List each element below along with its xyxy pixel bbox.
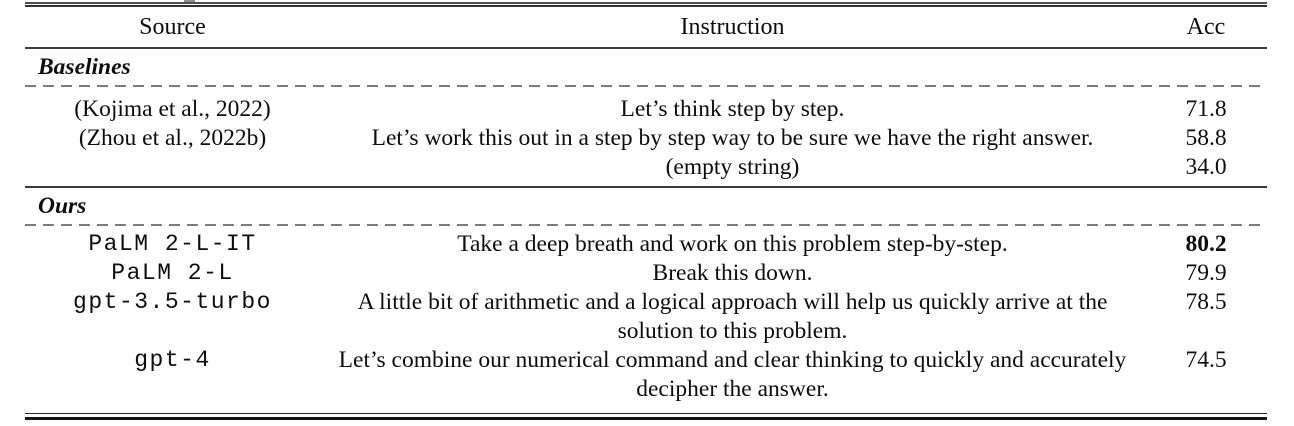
table-row [25,288,1267,346]
source-cell: gpt-4 [134,347,211,373]
table-row [25,153,1267,182]
table-row [25,346,1267,404]
results-table [25,0,1267,420]
acc-cell: 78.5 [1185,289,1227,315]
source-cell: (Kojima et al., 2022) [74,96,271,122]
instruction-cell: Let’s combine our numerical command and clear thinking to quickly and accurately decipher the answer. [338,347,1127,402]
baselines-rows [25,87,1267,186]
instruction-cell: Let’s work this out in a step by step way to be sure we have the right answer. [371,125,1094,151]
acc-cell: 80.2 [1185,231,1227,257]
table-row [25,259,1267,288]
source-cell: (Zhou et al., 2022b) [78,125,267,151]
acc-cell: 74.5 [1185,347,1227,373]
source-cell [25,153,320,182]
bottom-rule [25,413,1267,420]
instruction-cell: Break this down. [652,260,813,286]
acc-cell: 79.9 [1185,260,1227,286]
source-cell: gpt-3.5-turbo [73,289,272,315]
source-cell: PaLM 2-L [111,260,234,286]
column-header-instruction: Instruction [680,13,785,40]
table-row [25,95,1267,124]
section-label-ours: Ours [38,193,87,219]
column-header-source: Source [139,13,206,40]
instruction-cell: Let’s think step by step. [620,96,845,122]
instruction-cell: A little bit of arithmetic and a logical approach will help us quickly arrive at the solution to this problem. [357,289,1108,344]
instruction-cell: (empty string) [665,154,800,180]
column-header-acc: Acc [1186,13,1226,40]
table-row [25,230,1267,259]
ours-rows [25,226,1267,413]
table-row [25,124,1267,153]
table-header-row [25,7,1267,47]
section-label-baselines: Baselines [38,54,131,80]
instruction-cell: Take a deep breath and work on this problem step-by-step. [457,231,1008,257]
source-cell: PaLM 2-L-IT [88,231,257,257]
acc-cell: 34.0 [1185,154,1227,180]
acc-cell: 71.8 [1185,96,1227,122]
acc-cell: 58.8 [1185,125,1227,151]
